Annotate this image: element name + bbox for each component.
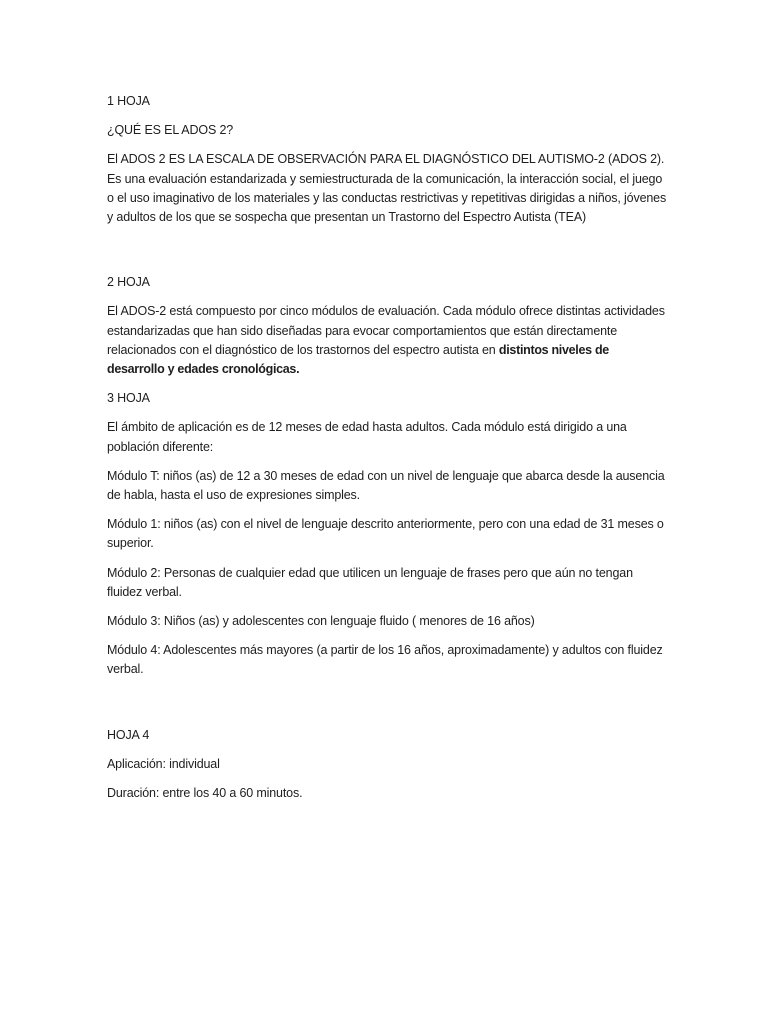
module-t: Módulo T: niños (as) de 12 a 30 meses de edad con un nivel de lenguaje que abarca desde la ausencia de habla, hasta el uso de expresiones simples. [107,468,665,503]
sheet1-question: ¿QUÉ ES EL ADOS 2? [107,123,234,138]
sheet4-duration: Duración: entre los 40 a 60 minutos. [107,786,303,801]
sheet4-heading: HOJA 4 [107,727,150,742]
section-spacer [107,237,668,273]
sheet2-heading: 2 HOJA [107,275,150,290]
sheet2-paragraph-bold: distintos niveles de desarrollo y edades cronológicas. [107,342,609,377]
sheet2-paragraph-text: El ADOS-2 está compuesto por cinco módulos de evaluación. Cada módulo ofrece distintas actividades estandarizadas que han sido diseñadas para evocar comportamientos que están directamente relacionados con el diagnóstico de los trastornos del espectro autista en [107,304,665,357]
sheet2-paragraph [107,302,668,379]
module-3: Módulo 3: Niños (as) y adolescentes con lenguaje fluido ( menores de 16 años) [107,614,535,629]
sheet1-paragraph: El ADOS 2 ES LA ESCALA DE OBSERVACIÓN PARA EL DIAGNÓSTICO DEL AUTISMO-2 (ADOS 2). Es una evaluación estandarizada y semiestructurada de la comunicación, la interacción social, el juego o el uso imaginativo de los materiales y las conductas restrictivas y repetitivas dirigidas a niños, jóvenes y adultos de los que se sospecha que presentan un Trastorno del Espectro Autista (TEA) [107,152,667,225]
sheet1-heading: 1 HOJA [107,94,150,108]
module-4: Módulo 4: Adolescentes más mayores (a partir de los 16 años, aproximadamente) y adultos con fluidez verbal. [107,643,663,677]
module-2: Módulo 2: Personas de cualquier edad que utilicen un lenguaje de frases pero que aún no tengan fluidez verbal. [107,565,633,599]
module-1: Módulo 1: niños (as) con el nivel de lenguaje descrito anteriormente, pero con una edad de 31 meses o superior. [107,517,664,551]
sheet3-intro: El ámbito de aplicación es de 12 meses de edad hasta adultos. Cada módulo está dirigido a una población diferente: [107,420,627,454]
section-spacer [107,690,668,726]
sheet3-heading: 3 HOJA [107,391,150,406]
sheet4-application: Aplicación: individual [107,756,220,771]
